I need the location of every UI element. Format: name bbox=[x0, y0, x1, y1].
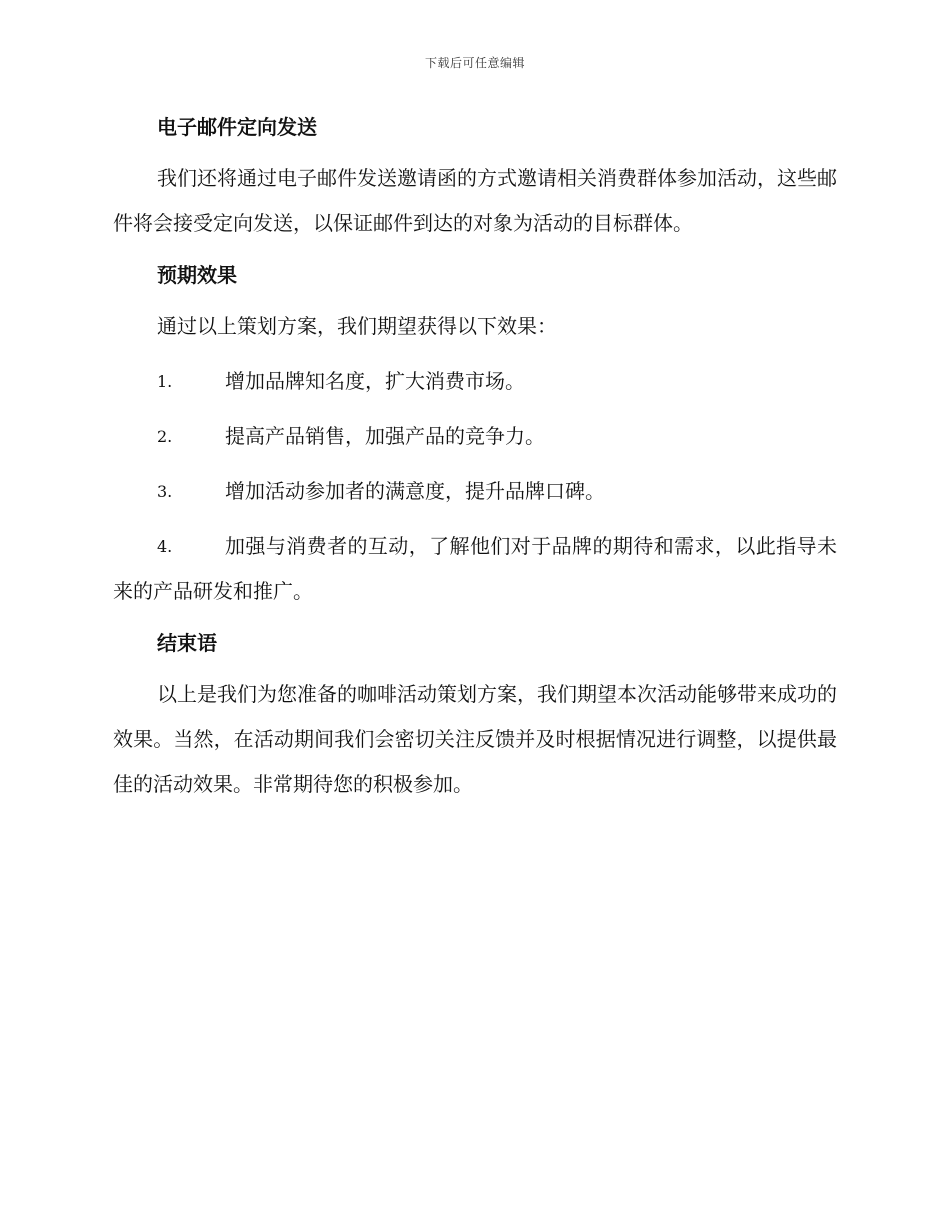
document-content bbox=[113, 110, 837, 807]
list-item-number: 2. bbox=[157, 427, 173, 446]
list-item-text: 提高产品销售，加强产品的竞争力。 bbox=[225, 424, 545, 448]
section-title-email: 电子邮件定向发送 bbox=[157, 115, 317, 139]
list-item bbox=[113, 469, 837, 514]
section-title-conclusion: 结束语 bbox=[157, 631, 217, 655]
list-item bbox=[113, 524, 837, 614]
list-item bbox=[113, 414, 837, 459]
list-item-number: 1. bbox=[157, 372, 173, 391]
section-title-expected: 预期效果 bbox=[157, 263, 237, 287]
header-note: 下载后可任意编辑 bbox=[424, 56, 525, 70]
list-item-text: 增加活动参加者的满意度，提升品牌口碑。 bbox=[225, 479, 605, 503]
list-item bbox=[113, 359, 837, 404]
list-item-number: 3. bbox=[157, 482, 173, 501]
section-intro-expected: 通过以上策划方案，我们期望获得以下效果： bbox=[157, 314, 557, 338]
list-item-number: 4. bbox=[157, 537, 173, 556]
expected-effects-list bbox=[113, 359, 837, 614]
section-body-conclusion: 以上是我们为您准备的咖啡活动策划方案，我们期望本次活动能够带来成功的效果。当然，在活动期间我们会密切关注反馈并及时根据情况进行调整，以提供最佳的活动效果。非常期待您的积极参加。 bbox=[113, 682, 837, 796]
list-item-text: 增加品牌知名度，扩大消费市场。 bbox=[225, 369, 525, 393]
list-item-text: 加强与消费者的互动，了解他们对于品牌的期待和需求，以此指导未来的产品研发和推广。 bbox=[113, 534, 837, 603]
section-body-email: 我们还将通过电子邮件发送邀请函的方式邀请相关消费群体参加活动，这些邮件将会接受定向发送，以保证邮件到达的对象为活动的目标群体。 bbox=[113, 166, 837, 235]
